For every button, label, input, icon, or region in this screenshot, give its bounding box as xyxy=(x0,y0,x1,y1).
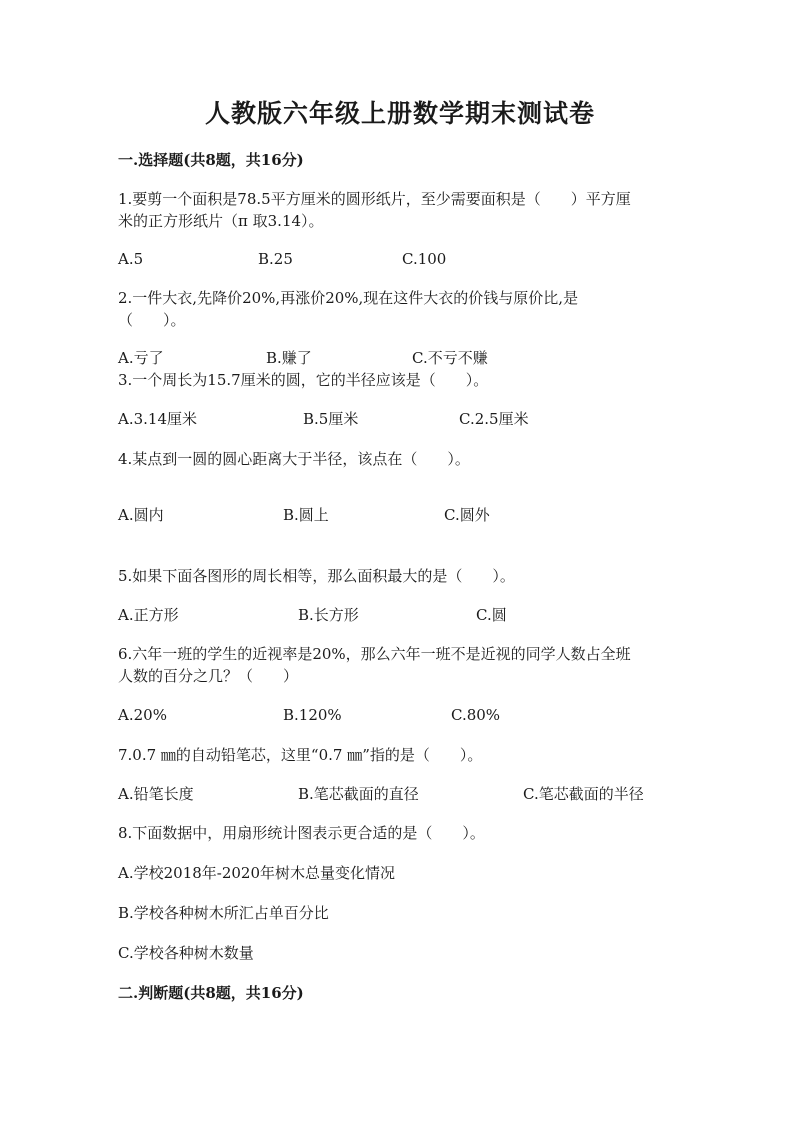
question-2-line-2: （ ）。 xyxy=(118,311,186,329)
question-7-line-1: 7.0.7 ㎜的自动铅笔芯，这里“0.7 ㎜”指的是（ ）。 xyxy=(118,746,483,764)
question-3-option-b: B.5厘米 xyxy=(303,410,359,428)
question-4-option-a: A.圆内 xyxy=(118,506,164,524)
question-2-line-1: 2.一件大衣,先降价20%,再涨价20%,现在这件大衣的价钱与原价比,是 xyxy=(118,289,579,307)
question-5-option-a: A.正方形 xyxy=(118,606,179,624)
page-title: 人教版六年级上册数学期末测试卷 xyxy=(204,99,595,128)
question-5-line-1: 5.如果下面各图形的周长相等，那么面积最大的是（ ）。 xyxy=(118,567,515,585)
question-6-option-a: A.20% xyxy=(118,706,167,724)
question-5-option-b: B.长方形 xyxy=(298,606,359,624)
question-4-line-1: 4.某点到一圆的圆心距离大于半径，该点在（ ）。 xyxy=(118,450,470,468)
question-4-option-b: B.圆上 xyxy=(283,506,329,524)
question-7-option-b: B.笔芯截面的直径 xyxy=(298,785,419,803)
question-1-line-1: 1.要剪一个面积是78.5平方厘米的圆形纸片，至少需要面积是（ ）平方厘 xyxy=(118,190,631,208)
question-6-option-b: B.120% xyxy=(283,706,342,724)
question-1-option-a: A.5 xyxy=(118,250,144,268)
question-8-option-a: A.学校2018年-2020年树木总量变化情况 xyxy=(118,864,396,882)
question-8-option-c: C.学校各种树木数量 xyxy=(118,944,254,962)
question-1-line-2: 米的正方形纸片（π 取3.14）。 xyxy=(118,212,324,230)
question-7-option-a: A.铅笔长度 xyxy=(118,785,194,803)
question-6-line-2: 人数的百分之几？（ ） xyxy=(118,667,299,685)
question-2-option-b: B.赚了 xyxy=(266,349,312,367)
question-6-line-1: 6.六年一班的学生的近视率是20%，那么六年一班不是近视的同学人数占全班 xyxy=(118,645,631,663)
question-1-option-b: B.25 xyxy=(258,250,293,268)
question-6-option-c: C.80% xyxy=(451,706,501,724)
question-4-option-c: C.圆外 xyxy=(444,506,490,524)
question-3-option-c: C.2.5厘米 xyxy=(459,410,529,428)
question-2-option-c: C.不亏不赚 xyxy=(412,349,488,367)
section-heading-judgement: 二.判断题(共8题，共16分) xyxy=(118,984,304,1002)
question-3-line-1: 3.一个周长为15.7厘米的圆，它的半径应该是（ ）。 xyxy=(118,371,489,389)
question-2-option-a: A.亏了 xyxy=(118,349,164,367)
question-5-option-c: C.圆 xyxy=(476,606,507,624)
question-1-option-c: C.100 xyxy=(402,250,447,268)
section-heading-choice: 一.选择题(共8题，共16分) xyxy=(118,151,304,169)
question-8-line-1: 8.下面数据中，用扇形统计图表示更合适的是（ ）。 xyxy=(118,824,485,842)
question-7-option-c: C.笔芯截面的半径 xyxy=(523,785,644,803)
question-3-option-a: A.3.14厘米 xyxy=(118,410,197,428)
question-8-option-b: B.学校各种树木所汇占单百分比 xyxy=(118,904,329,922)
